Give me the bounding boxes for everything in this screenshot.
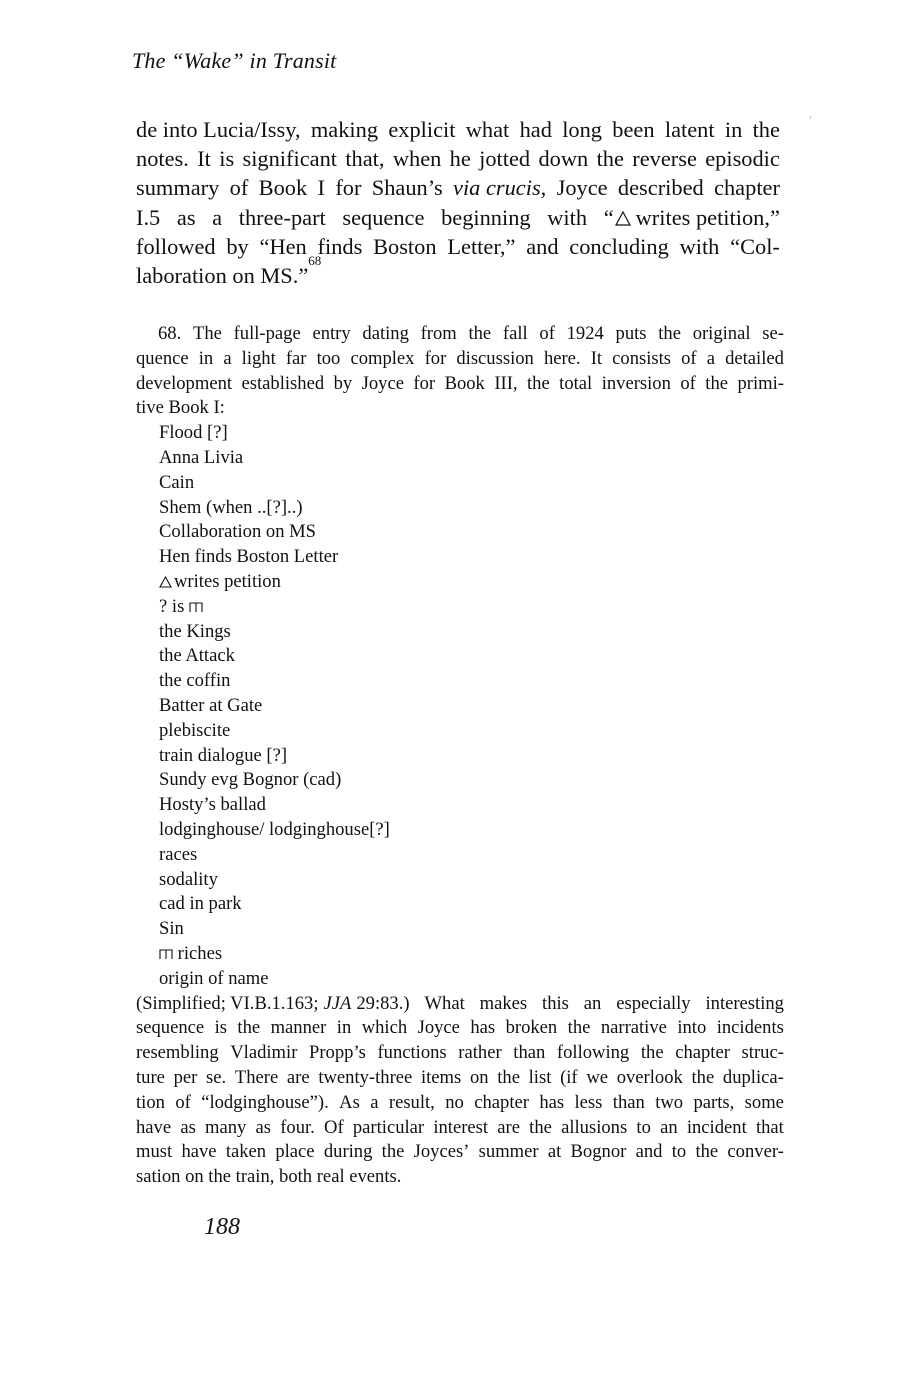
word: The [192, 323, 222, 344]
word: significant [242, 146, 337, 172]
word: of [175, 1091, 191, 1113]
word: the [705, 372, 729, 394]
body-line-5 [136, 232, 780, 261]
word: the [529, 1116, 552, 1138]
quote-text: writes petition,” [635, 204, 780, 230]
word: the [381, 1141, 405, 1163]
word: for [413, 372, 436, 394]
word: long [562, 117, 602, 142]
word: making [310, 117, 379, 142]
word: light [241, 347, 276, 369]
page-number: 188 [204, 1214, 240, 1240]
word: As [339, 1091, 360, 1113]
word: tive Book I: [136, 397, 225, 419]
footnote [136, 322, 784, 1190]
word: by [333, 372, 353, 394]
word: described [617, 175, 704, 201]
word: the [658, 323, 681, 344]
footnote-after-line-6 [136, 1116, 784, 1141]
word: he [449, 146, 471, 172]
word: chapter [714, 175, 780, 201]
word: in [336, 1017, 352, 1039]
list-item [159, 942, 784, 967]
word: the [527, 372, 550, 394]
word: total [559, 372, 593, 394]
word: discussion [456, 347, 534, 369]
triangle-siglum-icon [159, 576, 172, 588]
list-item-text: riches [177, 942, 223, 964]
word: from [420, 323, 457, 344]
word: Book [444, 372, 485, 394]
list-item: lodginghouse/ lodginghouse[?] [159, 818, 390, 840]
word: no [445, 1091, 464, 1113]
word: items [420, 1066, 462, 1088]
word: with [547, 204, 588, 230]
word: the [691, 1066, 715, 1088]
word: full-page [233, 323, 301, 344]
word: (if [560, 1066, 578, 1088]
word: established [241, 372, 325, 394]
word: jotted [479, 146, 531, 172]
word: makes [479, 992, 528, 1014]
word: Joyce [417, 1017, 460, 1039]
word: entry [312, 323, 351, 344]
word: had [519, 117, 552, 142]
footnote-line-4 [136, 396, 784, 421]
word: is [219, 146, 235, 172]
word: 1924 [566, 323, 604, 344]
word: “Hen [259, 233, 307, 259]
word: resembling [136, 1042, 219, 1064]
body-line-3 [136, 173, 780, 202]
word: struc- [741, 1042, 784, 1064]
word: It [590, 347, 603, 369]
word: episodic [705, 146, 780, 172]
word: Shaun’s [371, 175, 443, 201]
word: latent [664, 117, 715, 142]
word: se- [762, 323, 784, 344]
list-item: the Attack [159, 645, 235, 667]
word: Vladimir [230, 1042, 298, 1064]
word: list [528, 1066, 552, 1088]
word: I.5 [136, 204, 161, 230]
word: for [335, 175, 362, 201]
word: must [136, 1141, 173, 1163]
list-item: Hosty’s ballad [159, 794, 266, 816]
word: twenty-three [318, 1066, 413, 1088]
word: What [424, 992, 465, 1014]
word: Joyce [556, 175, 608, 201]
word: too [316, 347, 341, 369]
word: Bognor [570, 1141, 627, 1163]
word: result, [388, 1091, 435, 1113]
word: this [542, 992, 569, 1014]
word: incident [686, 1116, 747, 1138]
body-line-6 [136, 253, 780, 290]
word: an [660, 1116, 678, 1138]
footnote-after-line-5 [136, 1091, 784, 1116]
word: concluding [569, 233, 669, 259]
word: allusions [561, 1116, 628, 1138]
word: reverse [632, 146, 697, 172]
word: the [567, 1017, 591, 1039]
word: what [465, 117, 510, 142]
word: via crucis, [453, 175, 547, 201]
list-item-text: ? is [159, 595, 185, 617]
citation-b [351, 992, 784, 1017]
footnote-after-line-4 [136, 1066, 784, 1091]
word: an [583, 992, 602, 1014]
episode-list [136, 421, 784, 991]
word: Letter,” [447, 233, 516, 259]
scan-mark [810, 116, 811, 119]
word: four. [280, 1116, 315, 1138]
word: manner [270, 1017, 327, 1039]
word: has [470, 1017, 496, 1039]
word: Boston [373, 233, 437, 259]
word: summary [136, 175, 220, 201]
word: Joyces’ [413, 1141, 470, 1163]
word: summer [478, 1141, 539, 1163]
word: notes. [136, 146, 189, 172]
quote-open: “ [603, 204, 614, 230]
citation-a: (Simplified; VI.B.1.163; [136, 992, 319, 1014]
word: Book [258, 175, 308, 201]
word: the [596, 146, 624, 172]
word: of [681, 347, 697, 369]
list-item: Shem (when ..[?]..) [159, 496, 303, 518]
word: sation on the train, both real events. [136, 1166, 402, 1188]
list-item: Sundy evg Bognor (cad) [159, 769, 342, 791]
word: sequence [136, 1017, 205, 1039]
word: have [181, 1141, 217, 1163]
footnote-line-3 [136, 372, 784, 397]
list-item: the coffin [159, 670, 231, 692]
body-paragraph [136, 115, 780, 290]
word: of [229, 175, 249, 201]
word: down [538, 146, 589, 172]
word: sequence [342, 204, 425, 230]
word: has [539, 1091, 565, 1113]
word: by [226, 233, 249, 259]
word: narrative [600, 1017, 667, 1039]
word: puts [615, 323, 647, 344]
triangle-siglum-icon [615, 211, 631, 226]
word: the [468, 323, 492, 344]
footnote-after-line-3 [136, 1041, 784, 1066]
word: “lodginghouse”). [201, 1091, 329, 1113]
word: complex [350, 347, 415, 369]
word: of [539, 323, 555, 344]
word: in [198, 347, 214, 369]
list-item: cad in park [159, 893, 242, 915]
word: functions [377, 1042, 447, 1064]
word: three-part [238, 204, 326, 230]
list-item: races [159, 843, 198, 865]
word: the [695, 1141, 719, 1163]
word: with [679, 233, 720, 259]
word: to [636, 1116, 651, 1138]
word: the [237, 1017, 261, 1039]
word: 68. [158, 323, 182, 344]
word: finds [317, 233, 363, 259]
word: dating [362, 323, 409, 344]
word: de into Lucia/Issy, [136, 117, 301, 142]
word: that [755, 1116, 784, 1138]
word: here. [543, 347, 581, 369]
word: are [286, 1066, 310, 1088]
word: the [497, 1066, 520, 1088]
word: interest [433, 1116, 489, 1138]
word: for [424, 347, 447, 369]
word: some [744, 1091, 784, 1113]
footnote-after-line-7 [136, 1140, 784, 1165]
word: which [361, 1017, 408, 1039]
word: conver- [727, 1141, 784, 1163]
list-item-text: writes petition [174, 570, 281, 592]
word: to [671, 1141, 687, 1163]
word: primi- [737, 372, 784, 394]
word: have [136, 1116, 172, 1138]
body-line-2 [136, 144, 780, 173]
word: development [136, 372, 233, 394]
list-item [159, 570, 784, 595]
word: broken [505, 1017, 558, 1039]
footnote-line-2 [136, 347, 784, 372]
list-item: Anna Livia [159, 446, 244, 468]
word: chapter [675, 1042, 730, 1064]
word: many [205, 1116, 247, 1138]
footnote-after-line-1 [136, 992, 784, 1017]
word: we [586, 1066, 608, 1088]
footnote-after-line-2 [136, 1016, 784, 1041]
word: as [255, 1116, 272, 1138]
word: as [176, 204, 196, 230]
word: ture [136, 1066, 165, 1088]
word: inversion [601, 372, 671, 394]
word: chapter [474, 1091, 529, 1113]
word: than [513, 1042, 546, 1064]
word: when [392, 146, 442, 172]
list-item: Flood [?] [159, 422, 228, 444]
word: and [526, 233, 559, 259]
word: interesting [705, 992, 784, 1014]
footnote-after-line-8 [136, 1165, 784, 1190]
word: III, [494, 372, 518, 394]
list-item: Cain [159, 471, 195, 493]
word: a [706, 347, 715, 369]
word: at [547, 1141, 562, 1163]
body-line-6-text: laboration on MS.” [136, 263, 309, 289]
word: There [234, 1066, 279, 1088]
m-siglum-icon [159, 949, 173, 959]
running-head: The “Wake” in Transit [132, 48, 337, 73]
footnote-reference: 68 [308, 253, 322, 269]
word: I [317, 175, 325, 201]
word: rather [458, 1042, 502, 1064]
word: a [223, 347, 232, 369]
word: in [724, 117, 743, 142]
word: on [469, 1066, 489, 1088]
body-line-1 [136, 115, 780, 144]
list-item: origin of name [159, 967, 269, 989]
word: the [752, 117, 780, 142]
list-item: the Kings [159, 620, 231, 642]
word: that, [345, 146, 385, 172]
word: than [612, 1091, 645, 1113]
list-item: Collaboration on MS [159, 521, 317, 543]
word: consists [612, 347, 672, 369]
list-item: train dialogue [?] [159, 744, 288, 766]
word: 29:83.) [356, 992, 410, 1014]
word: into [677, 1017, 707, 1039]
word: less [574, 1091, 603, 1113]
word: especially [616, 992, 691, 1014]
word: duplica- [722, 1066, 784, 1088]
word: explicit [388, 117, 456, 142]
word: far [285, 347, 307, 369]
list-item: Batter at Gate [159, 694, 263, 716]
word: and [635, 1141, 663, 1163]
word: detailed [725, 347, 784, 369]
list-item: Sin [159, 918, 184, 940]
word: particular [352, 1116, 425, 1138]
word: se. [206, 1066, 227, 1088]
list-item [159, 595, 784, 620]
word: as [180, 1116, 196, 1138]
m-siglum-icon [189, 602, 203, 612]
list-item: sodality [159, 868, 218, 890]
word: per [173, 1066, 198, 1088]
word: “Col- [730, 233, 780, 259]
word: parts, [693, 1091, 735, 1113]
word: a [370, 1091, 379, 1113]
word: overlook [616, 1066, 683, 1088]
word: tion [136, 1091, 165, 1113]
word: Joyce [361, 372, 404, 394]
word: are [497, 1116, 520, 1138]
word: during [323, 1141, 373, 1163]
word: incidents [716, 1017, 784, 1039]
word: original [692, 323, 751, 344]
word: following [556, 1042, 630, 1064]
citation-italic: JJA [323, 992, 352, 1014]
word: the [640, 1042, 664, 1064]
word: Propp’s [309, 1042, 366, 1064]
list-item: Hen finds Boston Letter [159, 546, 339, 568]
body-line-4 [136, 203, 780, 232]
word: of [680, 372, 696, 394]
list-item: plebiscite [159, 719, 231, 741]
word: two [655, 1091, 684, 1113]
quoted-siglum [604, 203, 780, 232]
word: a [212, 204, 223, 230]
word: is [214, 1017, 227, 1039]
word: beginning [441, 204, 531, 230]
word: quence [136, 347, 189, 369]
word: taken [225, 1141, 267, 1163]
word: fall [502, 323, 528, 344]
word: place [275, 1141, 315, 1163]
word: It [197, 146, 211, 172]
word: Of [324, 1116, 344, 1138]
footnote-line-1 [136, 322, 784, 347]
word: been [612, 117, 655, 142]
word: followed [136, 233, 216, 259]
